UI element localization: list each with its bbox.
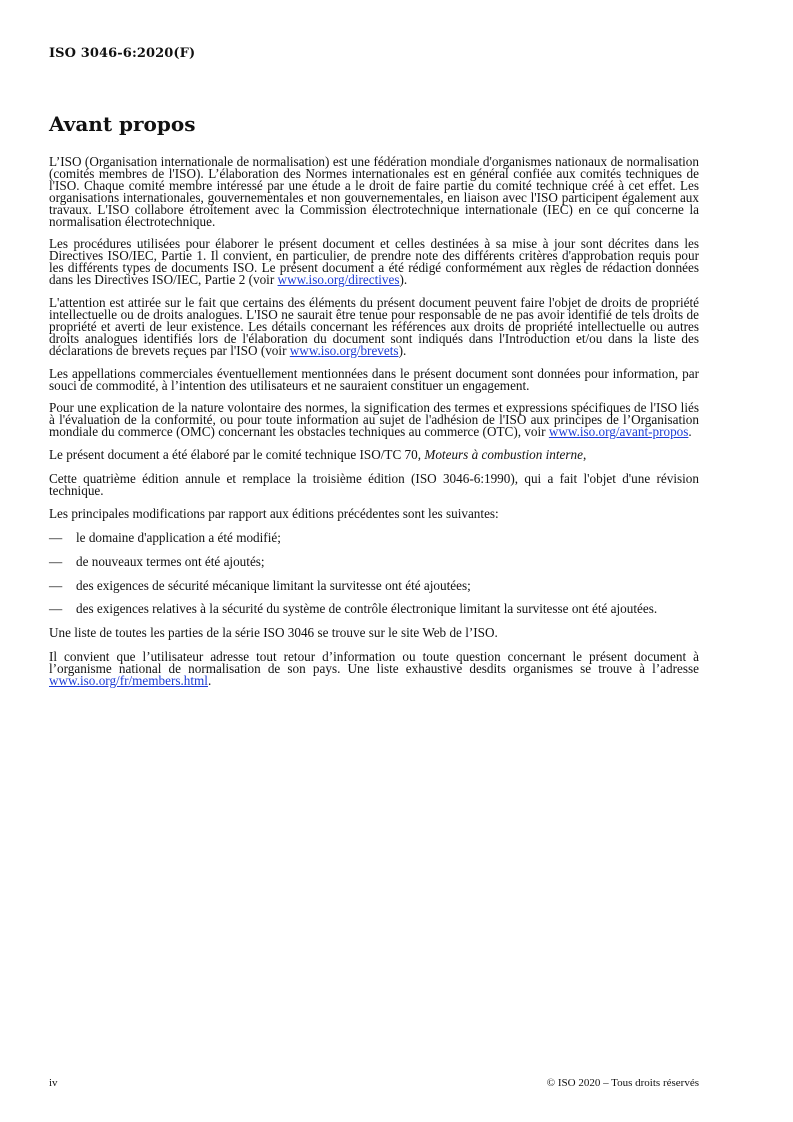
list-item <box>49 553 699 569</box>
paragraph-feedback-end: . <box>207 673 212 689</box>
committee-name: Moteurs à combustion interne <box>424 447 583 463</box>
paragraph-patents <box>49 297 699 357</box>
page-number: iv <box>49 1077 58 1089</box>
directives-link[interactable]: www.iso.org/directives <box>277 272 400 288</box>
paragraph-committee-text: Le présent document a été élaboré par le comité technique ISO/TC 70, <box>49 447 425 463</box>
paragraph-procedures-end: ). <box>399 272 408 288</box>
list-item-text: de nouveaux termes ont été ajoutés; <box>76 553 265 569</box>
patents-link[interactable]: www.iso.org/brevets <box>289 342 399 358</box>
paragraph-procedures-text: Les procédures utilisées pour élaborer le présent document et celles destinées à sa mise à jour sont décrites dans les Directives ISO/IEC, Partie 1. Il convient, en particulier, de prendre note des différents critères d'approbation requis pour les différents types de documents ISO. Le présent document a été rédigé conformément aux règles de rédaction données dans les Directives ISO/IEC, Partie 2 (voir <box>49 236 699 288</box>
list-dash: — <box>49 601 63 617</box>
paragraph-procedures <box>49 238 699 286</box>
paragraph-changes-intro: Les principales modifications par rapport aux éditions précédentes sont les suivantes: <box>49 505 499 521</box>
paragraph-voluntary-nature-end: . <box>688 424 692 440</box>
members-link[interactable]: www.iso.org/fr/members.html <box>49 673 208 689</box>
paragraph-voluntary-nature <box>49 402 699 438</box>
page-title: Avant propos <box>49 112 196 136</box>
list-dash: — <box>49 577 63 593</box>
list-item-text: des exigences de sécurité mécanique limitant la survitesse ont été ajoutées; <box>76 577 471 593</box>
paragraph-series-list: Une liste de toutes les parties de la série ISO 3046 se trouve sur le site Web de l’ISO. <box>49 625 498 641</box>
list-item <box>49 577 699 593</box>
paragraph-feedback-text: Il convient que l’utilisateur adresse tout retour d’information ou toute question concernant le présent document à l’organisme national de normalisation de son pays. Une liste exhaustive desdits organismes se trouve à l’adresse <box>49 649 699 677</box>
paragraph-trade-names: Les appellations commerciales éventuellement mentionnées dans le présent document sont données pour information, par souci de commodité, à l’intention des utilisateurs et ne sauraient constituer un engagement. <box>49 365 699 393</box>
paragraph-iso-intro: L’ISO (Organisation internationale de normalisation) est une fédération mondiale d'organismes nationaux de normalisation (comités membres de l'ISO). L’élaboration des Normes internationales est en général confiée aux comités techniques de l'ISO. Chaque comité membre intéressé par une étude a le droit de faire partie du comité technique créé à cet effet. Les organisations internationales, gouvernementales et non gouvernementales, en liaison avec l'ISO participent également aux travaux. L'ISO collabore étroitement avec la Commission électrotechnique internationale (IEC) en ce qui concerne la normalisation électrotechnique. <box>49 154 699 229</box>
list-dash: — <box>49 553 63 569</box>
document-id-header: ISO 3046-6:2020(F) <box>49 46 196 61</box>
paragraph-voluntary-nature-text: Pour une explication de la nature volontaire des normes, la signification des termes et expressions spécifiques de l'ISO liés à l'évaluation de la conformité, ou pour toute information au sujet de l'adhésion de l'ISO aux principes de l’Organisation mondiale du commerce (OMC) concernant les obstacles techniques au commerce (OTC), voir <box>49 400 699 440</box>
copyright-notice: © ISO 2020 – Tous droits réservés <box>546 1077 699 1089</box>
paragraph-committee-end: , <box>582 447 587 463</box>
paragraph-patents-text: L'attention est attirée sur le fait que certains des éléments du présent document peuvent faire l'objet de droits de propriété intellectuelle ou de droits analogues. L'ISO ne saurait être tenue pour responsable de ne pas avoir identifié de tels droits de propriété et averti de leur existence. Les détails concernant les références aux droits de propriété intellectuelle ou autres droits analogues identifiés lors de l'élaboration du document sont indiqués dans l'Introduction et/ou dans la liste des déclarations de brevets reçues par l'ISO (voir <box>49 295 699 358</box>
paragraph-edition: Cette quatrième édition annule et remplace la troisième édition (ISO 3046-6:1990), qui a fait l'objet d'une révision technique. <box>49 471 699 498</box>
list-item <box>49 603 699 615</box>
paragraph-patents-end: ). <box>398 342 407 358</box>
list-item <box>49 529 699 545</box>
foreword-body <box>49 156 699 698</box>
list-item-text: des exigences relatives à la sécurité du système de contrôle électronique limitant la survitesse ont été ajoutées. <box>76 601 658 617</box>
foreword-link[interactable]: www.iso.org/avant-propos <box>548 424 689 440</box>
changes-list <box>49 529 699 617</box>
paragraph-committee <box>49 449 699 461</box>
paragraph-feedback <box>49 651 699 687</box>
list-dash: — <box>49 529 63 545</box>
list-item-text: le domaine d'application a été modifié; <box>76 529 281 545</box>
